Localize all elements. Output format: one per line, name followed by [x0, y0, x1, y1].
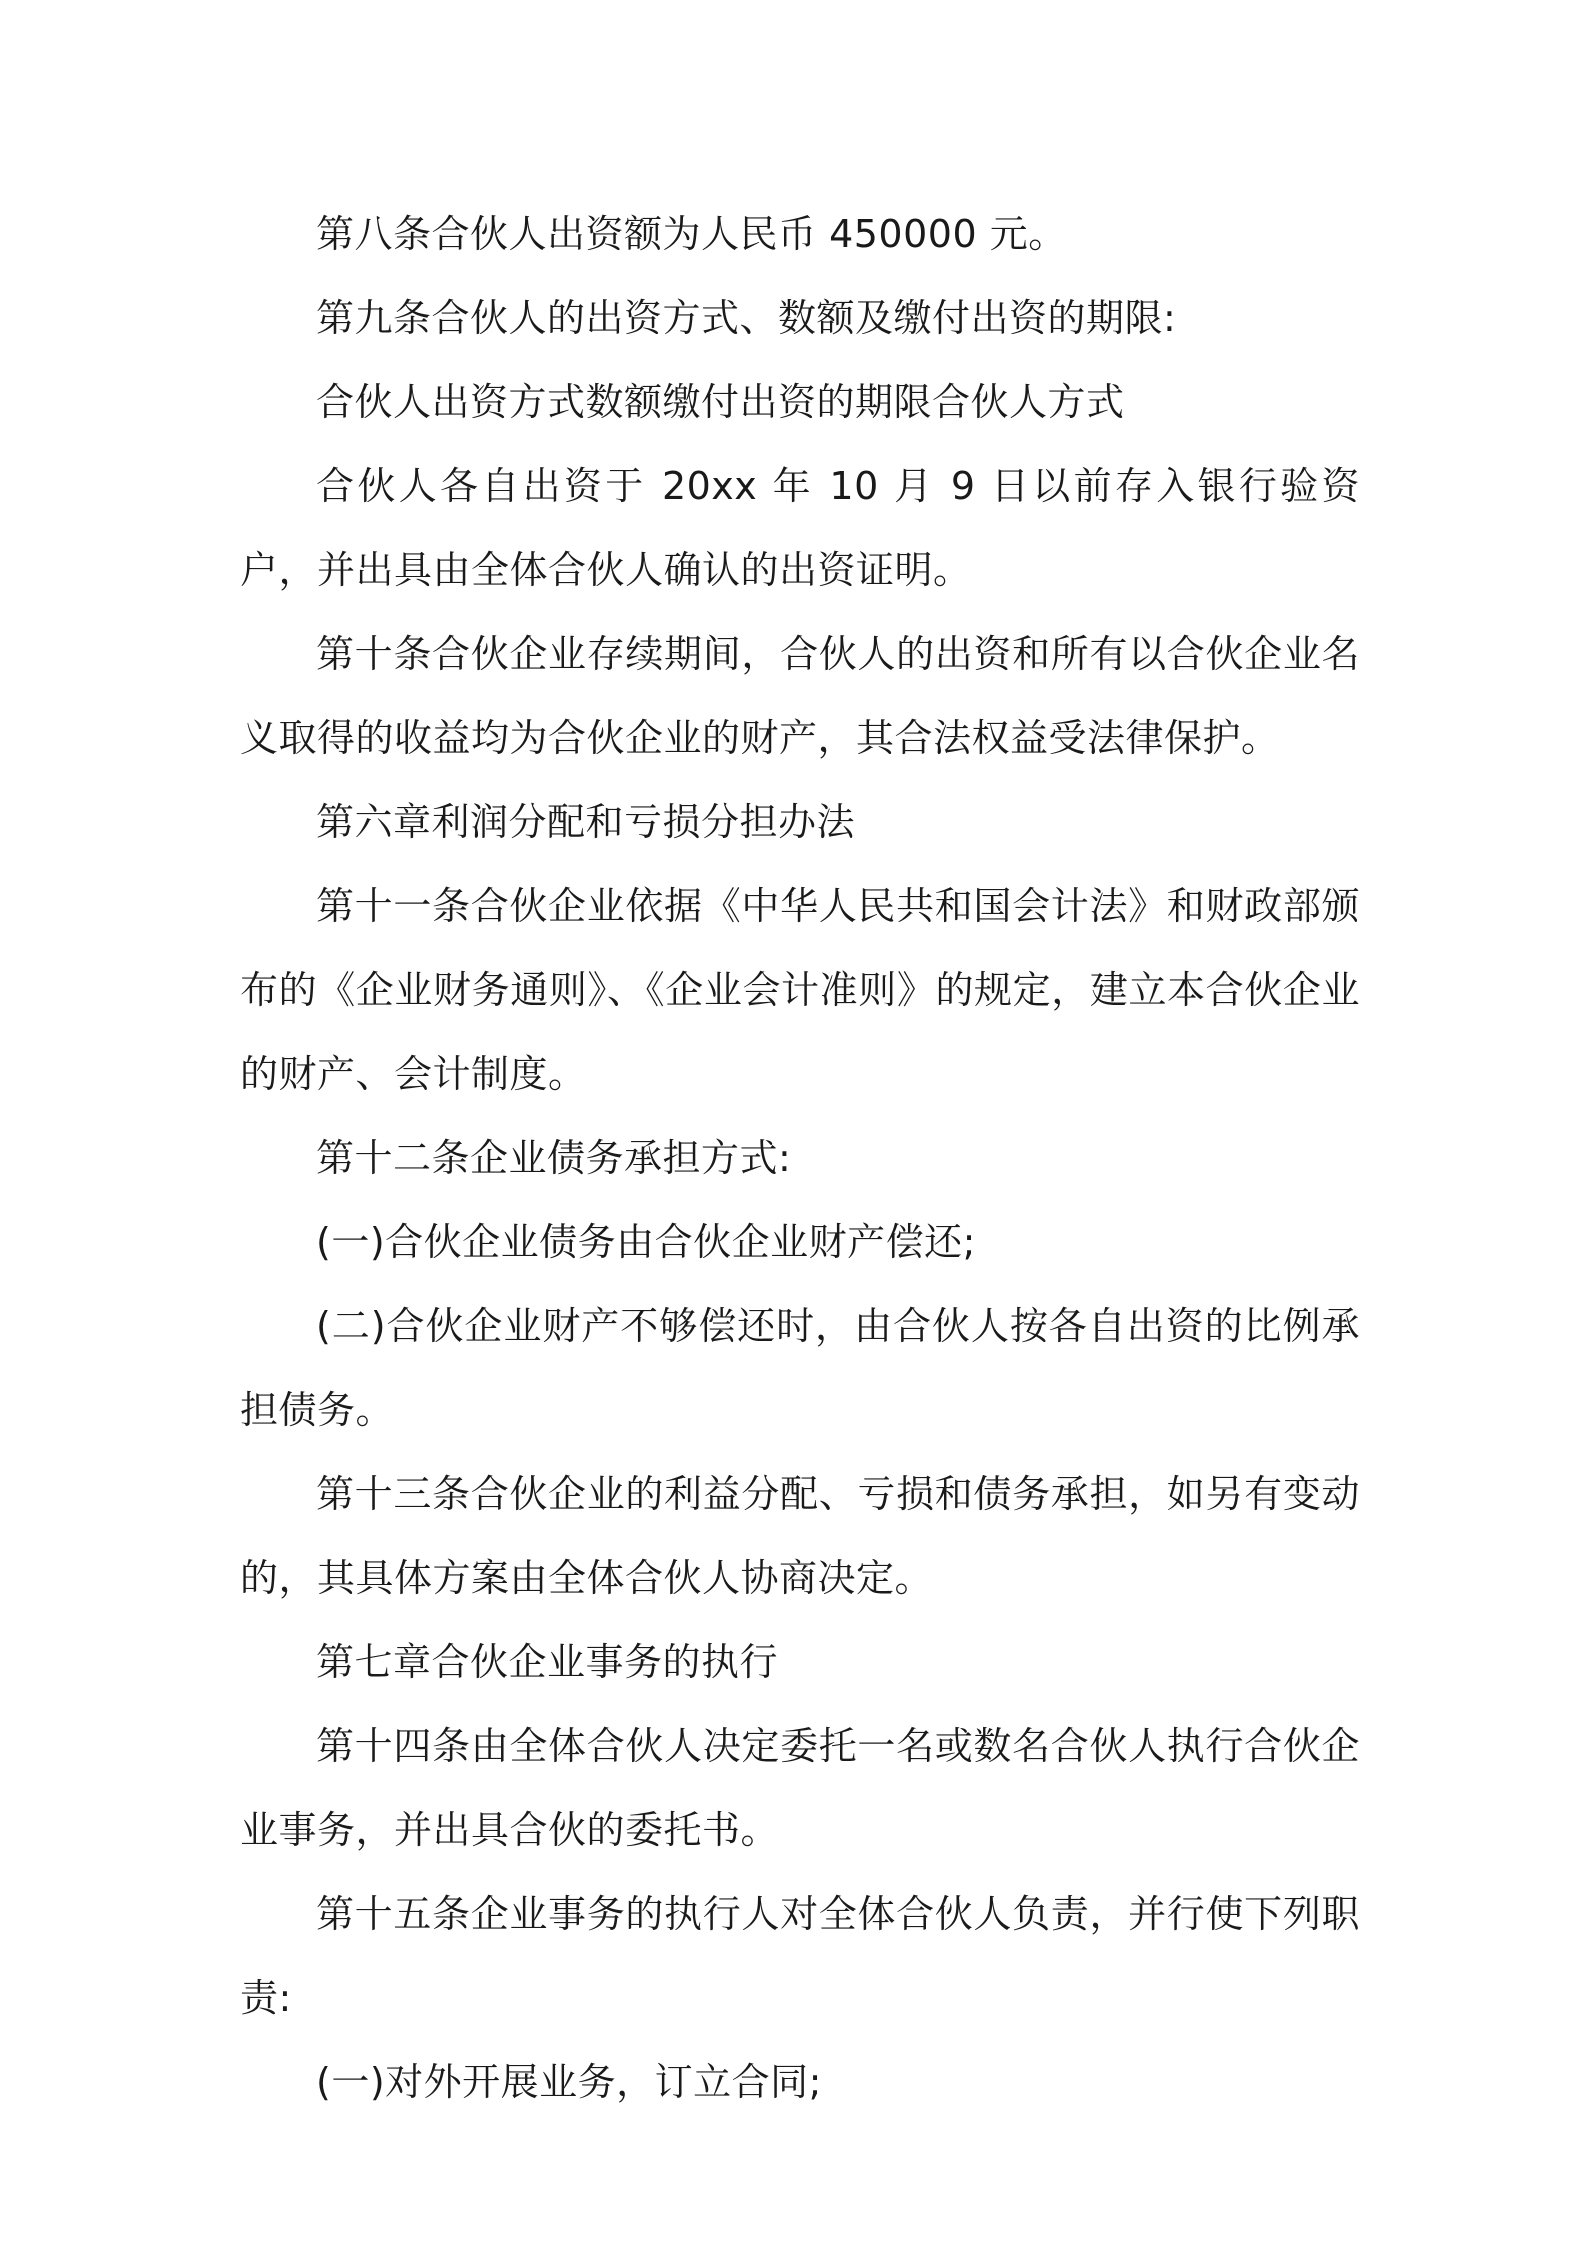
paragraph-article-15: 第十五条企业事务的执行人对全体合伙人负责，并行使下列职责:: [240, 1892, 1360, 2020]
paragraph-article-9: 第九条合伙人的出资方式、数额及缴付出资的期限:: [316, 296, 1177, 340]
paragraph-contribution-deadline: 合伙人各自出资于 20xx 年 10 月 9 日以前存入银行验资户，并出具由全体合伙人确认的出资证明。: [240, 464, 1360, 592]
paragraph-article-14: 第十四条由全体合伙人决定委托一名或数名合伙人执行合伙企业事务，并出具合伙的委托书。: [240, 1724, 1360, 1852]
document-body: [240, 192, 1360, 2124]
paragraph-article-15-item-1: (一)对外开展业务，订立合同;: [316, 2060, 822, 2104]
paragraph-article-8: 第八条合伙人出资额为人民币 450000 元。: [316, 212, 1067, 256]
paragraph-article-12: 第十二条企业债务承担方式:: [316, 1136, 792, 1180]
paragraph-article-12-item-2: (二)合伙企业财产不够偿还时，由合伙人按各自出资的比例承担债务。: [240, 1304, 1360, 1432]
paragraph-article-11: 第十一条合伙企业依据《中华人民共和国会计法》和财政部颁布的《企业财务通则》、《企业会计准则》的规定，建立本合伙企业的财产、会计制度。: [240, 884, 1360, 1096]
paragraph-article-12-item-1: (一)合伙企业债务由合伙企业财产偿还;: [316, 1220, 976, 1264]
chapter-heading-6: 第六章利润分配和亏损分担办法: [316, 800, 856, 844]
paragraph-article-10: 第十条合伙企业存续期间，合伙人的出资和所有以合伙企业名义取得的收益均为合伙企业的财产，其合法权益受法律保护。: [240, 632, 1360, 760]
paragraph-contribution-header: 合伙人出资方式数额缴付出资的期限合伙人方式: [316, 380, 1125, 424]
chapter-heading-7: 第七章合伙企业事务的执行: [316, 1640, 779, 1684]
paragraph-article-13: 第十三条合伙企业的利益分配、亏损和债务承担，如另有变动的，其具体方案由全体合伙人协商决定。: [240, 1472, 1360, 1600]
